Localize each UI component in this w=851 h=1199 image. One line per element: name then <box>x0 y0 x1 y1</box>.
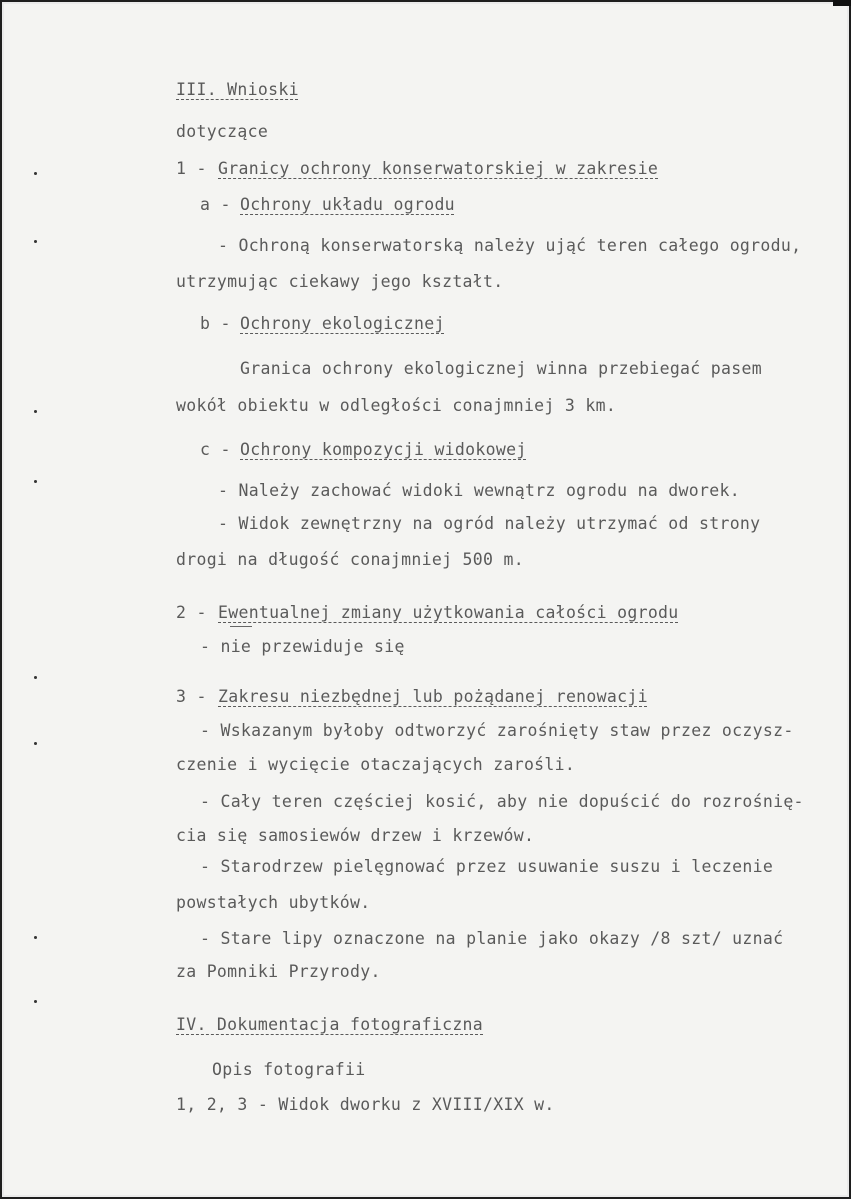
item-3-text-line: - Wskazanym byłoby odtworzyć zarośnięty staw przez oczysz- <box>200 721 794 740</box>
binding-hole-mark <box>34 1000 37 1003</box>
item-1c-text-line: drogi na długość conajmniej 500 m. <box>176 550 524 569</box>
item-3-text-line: - Stare lipy oznaczone na planie jako okazy /8 szt/ uznać <box>200 929 784 948</box>
item-1c-title: Ochrony kompozycji widokowej <box>240 440 527 459</box>
handwritten-dash-mark <box>230 626 252 627</box>
binding-hole-mark <box>34 240 37 243</box>
item-1a-text-line: utrzymując ciekawy jego kształt. <box>176 272 504 291</box>
item-3-number: 3 - <box>176 687 207 706</box>
item-2-title: Ewentualnej zmiany użytkowania całości ogrodu <box>218 603 679 622</box>
item-3-title: Zakresu niezbędnej lub pożądanej renowacji <box>218 687 648 706</box>
binding-hole-mark <box>34 742 37 745</box>
section-iv-subheading: Opis fotografii <box>212 1060 366 1079</box>
photo-description-line: 1, 2, 3 - Widok dworku z XVIII/XIX w. <box>176 1095 555 1114</box>
item-2-text: - nie przewiduje się <box>200 637 405 656</box>
item-1b-letter: b - <box>200 314 231 333</box>
item-1c-letter: c - <box>200 440 231 459</box>
section-iii-intro: dotyczące <box>176 122 269 141</box>
item-3-text-line: - Cały teren częściej kosić, aby nie dopuścić do rozrośnię- <box>200 792 804 811</box>
item-3-text-line: - Starodrzew pielęgnować przez usuwanie suszu i leczenie <box>200 857 774 876</box>
item-1b-text-line: wokół obiektu w odległości conajmniej 3 km. <box>176 396 617 415</box>
item-3-text-line: cia się samosiewów drzew i krzewów. <box>176 826 535 845</box>
page-corner-mark <box>833 0 851 6</box>
binding-hole-mark <box>34 410 37 413</box>
section-iv-heading: IV. Dokumentacja fotograficzna <box>176 1015 484 1034</box>
item-3-text-line: za Pomniki Przyrody. <box>176 962 381 981</box>
item-2-number: 2 - <box>176 603 207 622</box>
item-1-number: 1 - <box>176 159 207 178</box>
item-1-title: Granicy ochrony konserwatorskiej w zakresie <box>218 159 659 178</box>
item-1a-text-line: - Ochroną konserwatorską należy ująć teren całego ogrodu, <box>218 236 802 255</box>
item-3-text-line: powstałych ubytków. <box>176 893 371 912</box>
binding-hole-mark <box>34 676 37 679</box>
item-1b-text-line: Granica ochrony ekologicznej winna przebiegać pasem <box>240 359 762 378</box>
item-1b-title: Ochrony ekologicznej <box>240 314 445 333</box>
binding-hole-mark <box>34 480 37 483</box>
item-3-text-line: czenie i wycięcie otaczających zarośli. <box>176 755 576 774</box>
section-iii-heading: III. Wnioski <box>176 80 299 99</box>
item-1a-title: Ochrony układu ogrodu <box>240 195 455 214</box>
item-1a-letter: a - <box>200 195 231 214</box>
binding-hole-mark <box>34 172 37 175</box>
item-1c-text-line: - Widok zewnętrzny na ogród należy utrzymać od strony <box>218 514 761 533</box>
item-1c-text-line: - Należy zachować widoki wewnątrz ogrodu na dworek. <box>218 481 740 500</box>
binding-hole-mark <box>34 936 37 939</box>
